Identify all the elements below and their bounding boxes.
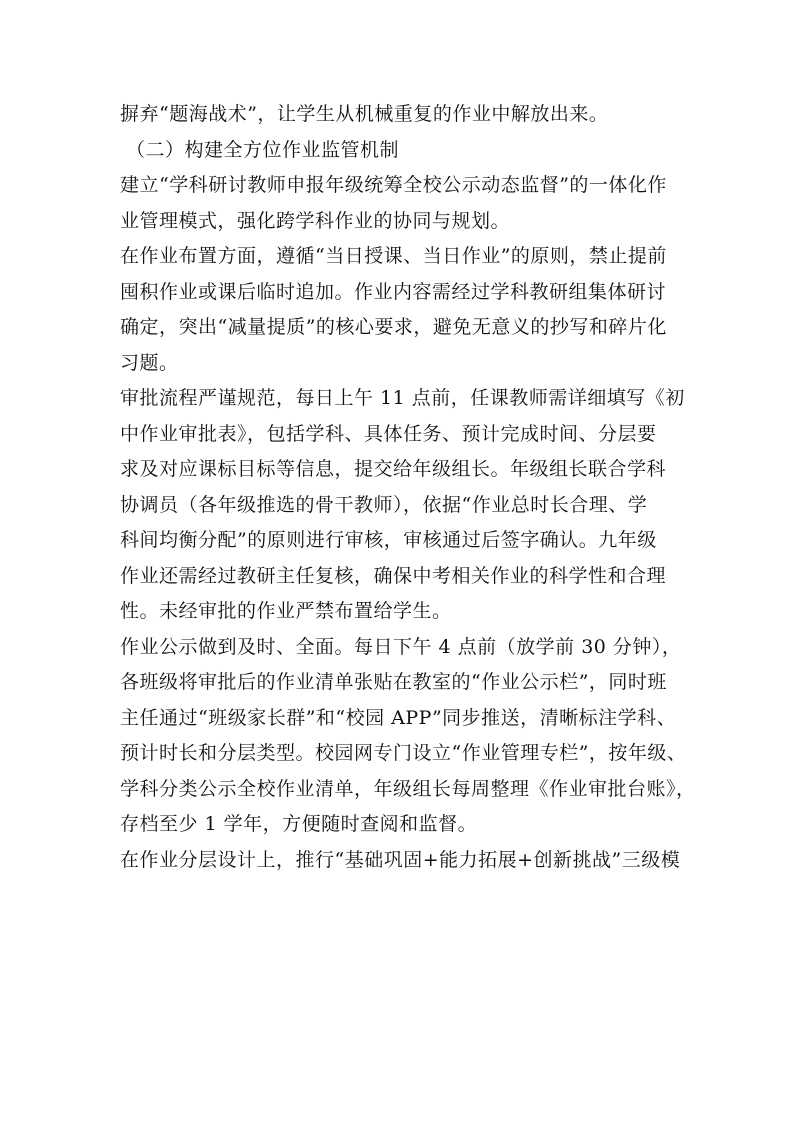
body-line: 性。未经审批的作业严禁布置给学生。 bbox=[120, 600, 452, 622]
body-line: 业管理模式，强化跨学科作业的协同与规划。 bbox=[120, 209, 511, 232]
body-line: 各班级将审批后的作业清单张贴在教室的“作业公示栏”，同时班 bbox=[120, 671, 667, 693]
body-line: 作业公示做到及时、全面。每日下午 4 点前（放学前 30 分钟）， bbox=[120, 635, 682, 658]
body-line: 中作业审批表》，包括学科、具体任务、预计完成时间、分层要 bbox=[120, 422, 657, 445]
body-line: 科间均衡分配”的原则进行审核，审核通过后签字确认。九年级 bbox=[120, 529, 657, 551]
body-line: 主任通过“班级家长群”和“校园 APP”同步推送，清晰标注学科、 bbox=[120, 706, 677, 729]
body-line: 协调员（各年级推选的骨干教师），依据“作业总时长合理、学 bbox=[120, 493, 648, 516]
body-line: 习题。 bbox=[120, 351, 179, 374]
body-line: 作业还需经过教研主任复核，确保中考相关作业的科学性和合理 bbox=[120, 564, 667, 587]
body-line: 建立“学科研讨教师申报年级统筹全校公示动态监督”的一体化作 bbox=[120, 174, 667, 196]
body-line: 在作业分层设计上，推行“基础巩固+能力拓展+创新挑战”三级模 bbox=[120, 848, 681, 871]
body-line: 预计时长和分层类型。校园网专门设立“作业管理专栏”，按年级、 bbox=[120, 742, 687, 764]
section-heading: （二）构建全方位作业监管机制 bbox=[126, 138, 400, 161]
body-line: 存档至少 1 学年，方便随时查阅和监督。 bbox=[120, 813, 478, 835]
document-body bbox=[120, 97, 696, 878]
body-line: 囤积作业或课后临时追加。作业内容需经过学科教研组集体研讨 bbox=[120, 280, 667, 303]
body-line: 求及对应课标目标等信息，提交给年级组长。年级组长联合学科 bbox=[120, 458, 667, 480]
body-line: 摒弃“题海战术”，让学生从机械重复的作业中解放出来。 bbox=[120, 103, 609, 125]
body-line: 确定，突出“减量提质”的核心要求，避免无意义的抄写和碎片化 bbox=[120, 316, 667, 338]
body-line: 审批流程严谨规范，每日上午 11 点前，任课教师需详细填写《初 bbox=[120, 387, 685, 409]
body-line: 在作业布置方面，遵循“当日授课、当日作业”的原则，禁止提前 bbox=[120, 245, 667, 267]
body-line: 学科分类公示全校作业清单，年级组长每周整理《作业审批台账》， bbox=[120, 777, 696, 800]
